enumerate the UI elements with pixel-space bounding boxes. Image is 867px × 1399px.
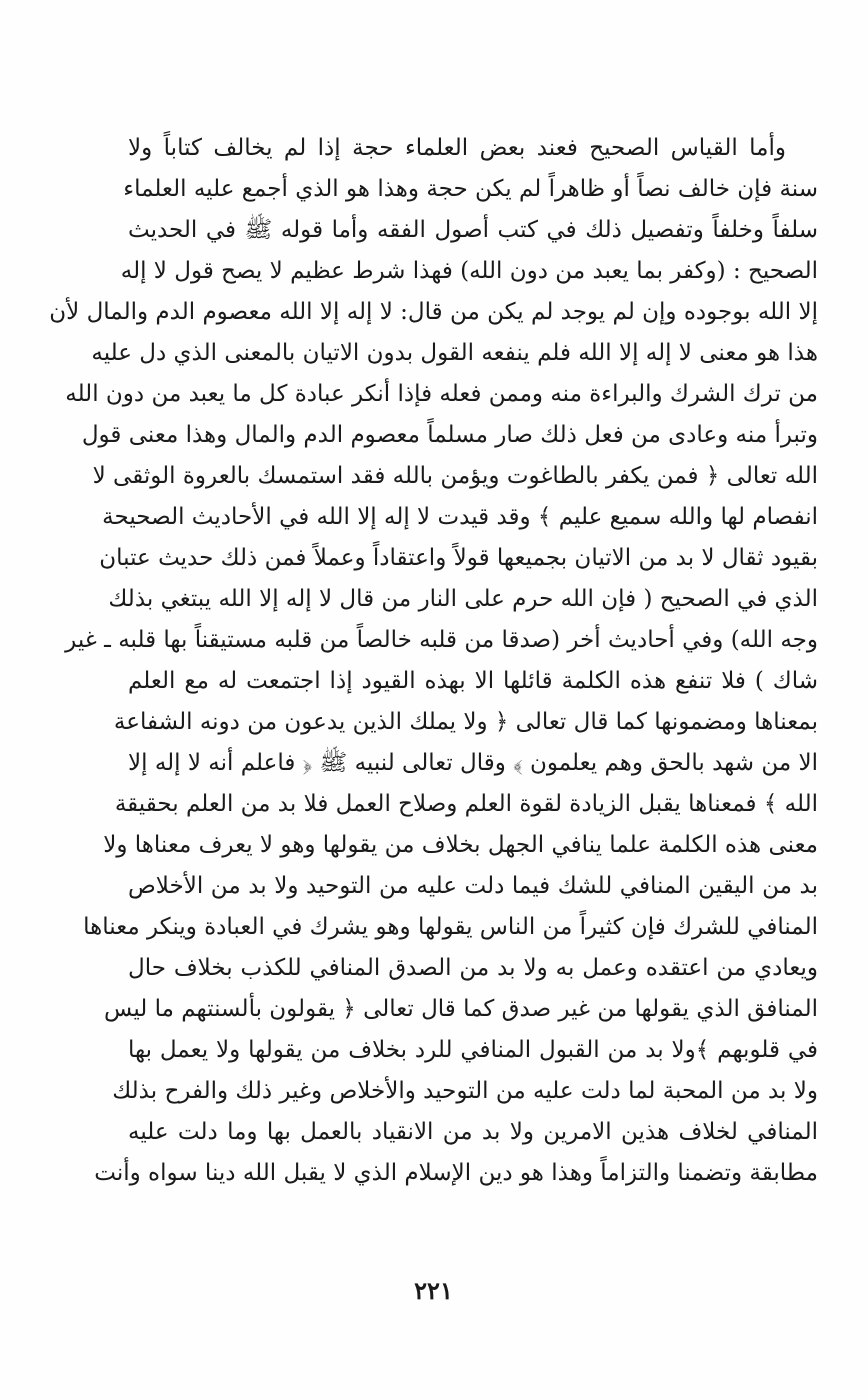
text-line: بقيود ثقال لا بد من الاتيان بجميعها قولاً واعتقاداً وعملاً فمن ذلك حديث عتبان: [99, 545, 818, 571]
text-line: ولا بد من المحبة لما دلت عليه من التوحيد والأخلاص وغير ذلك والفرح بذلك: [112, 1078, 818, 1104]
text-line: بمعناها ومضمونها كما قال تعالى ﴿ ولا يملك الذين يدعون من دونه الشفاعة: [113, 709, 818, 735]
text-line: ويعادي من اعتقده وعمل به ولا بد من الصدق المنافي للكذب بخلاف حال: [128, 955, 818, 981]
text-line: المنافي لخلاف هذين الامرين ولا بد من الانقياد بالعمل بها وما دلت عليه: [128, 1119, 818, 1145]
text-line: سلفاً وخلفاً وتفصيل ذلك في كتب أصول الفقه وأما قوله ﷺ في الحديث: [128, 217, 818, 243]
text-line: معنى هذه الكلمة علما ينافي الجهل بخلاف من يقولها وهو لا يعرف معناها ولا: [103, 832, 818, 858]
text-line: في قلوبهم ﴾ولا بد من القبول المنافي للرد بخلاف من يقولها ولا يعمل بها: [128, 1037, 818, 1063]
text-line: الا من شهد بالحق وهم يعلمون ﴾ وقال تعالى لنبيه ﷺ ﴿ فاعلم أنه لا إله إلا: [128, 750, 818, 776]
text-line: من ترك الشرك والبراءة منه وممن فعله فإذا أنكر عبادة كل ما يعبد من دون الله: [65, 381, 818, 407]
text-line: وجه الله) وفي أحاديث أخر (صدقا من قلبه خالصاً من قلبه مستيقناً بها قلبه ـ غير: [65, 627, 818, 653]
body-text: [49, 128, 818, 1194]
text-line: وتبرأ منه وعادى من فعل ذلك صار مسلماً معصوم الدم والمال وهذا معنى قول: [81, 422, 818, 448]
text-line: وأما القياس الصحيح فعند بعض العلماء حجة إذا لم يخالف كتاباً ولا: [128, 135, 786, 161]
text-line: مطابقة وتضمنا والتزاماً وهذا هو دين الإسلام الذي لا يقبل الله دينا سواه وأنت: [94, 1160, 818, 1186]
text-line: الصحيح : (وكفر بما يعبد من دون الله) فهذا شرط عظيم لا يصح قول لا إله: [120, 258, 818, 284]
text-line: الذي في الصحيح ( فإن الله حرم على النار من قال لا إله إلا الله يبتغي بذلك: [108, 586, 818, 612]
text-line: الله تعالى ﴿ فمن يكفر بالطاغوت ويؤمن بالله فقد استمسك بالعروة الوثقى لا: [92, 463, 818, 489]
text-line: سنة فإن خالف نصاً أو ظاهراً لم يكن حجة وهذا هو الذي أجمع عليه العلماء: [123, 176, 818, 202]
text-line: شاك ) فلا تنفع هذه الكلمة قائلها الا بهذه القيود إذا اجتمعت له مع العلم: [128, 668, 818, 694]
text-line: إلا الله بوجوده وإن لم يوجد لم يكن من قال: لا إله إلا الله معصوم الدم والمال لأن: [49, 299, 818, 325]
text-line: بد من اليقين المنافي للشك فيما دلت عليه من التوحيد ولا بد من الأخلاص: [128, 873, 818, 899]
text-line: المنافي للشرك فإن كثيراً من الناس يقولها وهو يشرك في العبادة وينكر معناها: [83, 914, 818, 940]
text-line: المنافق الذي يقولها من غير صدق كما قال تعالى ﴿ يقولون بألسنتهم ما ليس: [104, 996, 818, 1022]
text-line: الله ﴾ فمعناها يقبل الزيادة لقوة العلم وصلاح العمل فلا بد من العلم بحقيقة: [114, 791, 818, 817]
text-line: هذا هو معنى لا إله إلا الله فلم ينفعه القول بدون الاتيان بالمعنى الذي دل عليه: [91, 340, 818, 366]
page-number: ٢٢١: [414, 1276, 453, 1305]
text-line: انفصام لها والله سميع عليم ﴾ وقد قيدت لا إله إلا الله في الأحاديث الصحيحة: [102, 504, 818, 530]
